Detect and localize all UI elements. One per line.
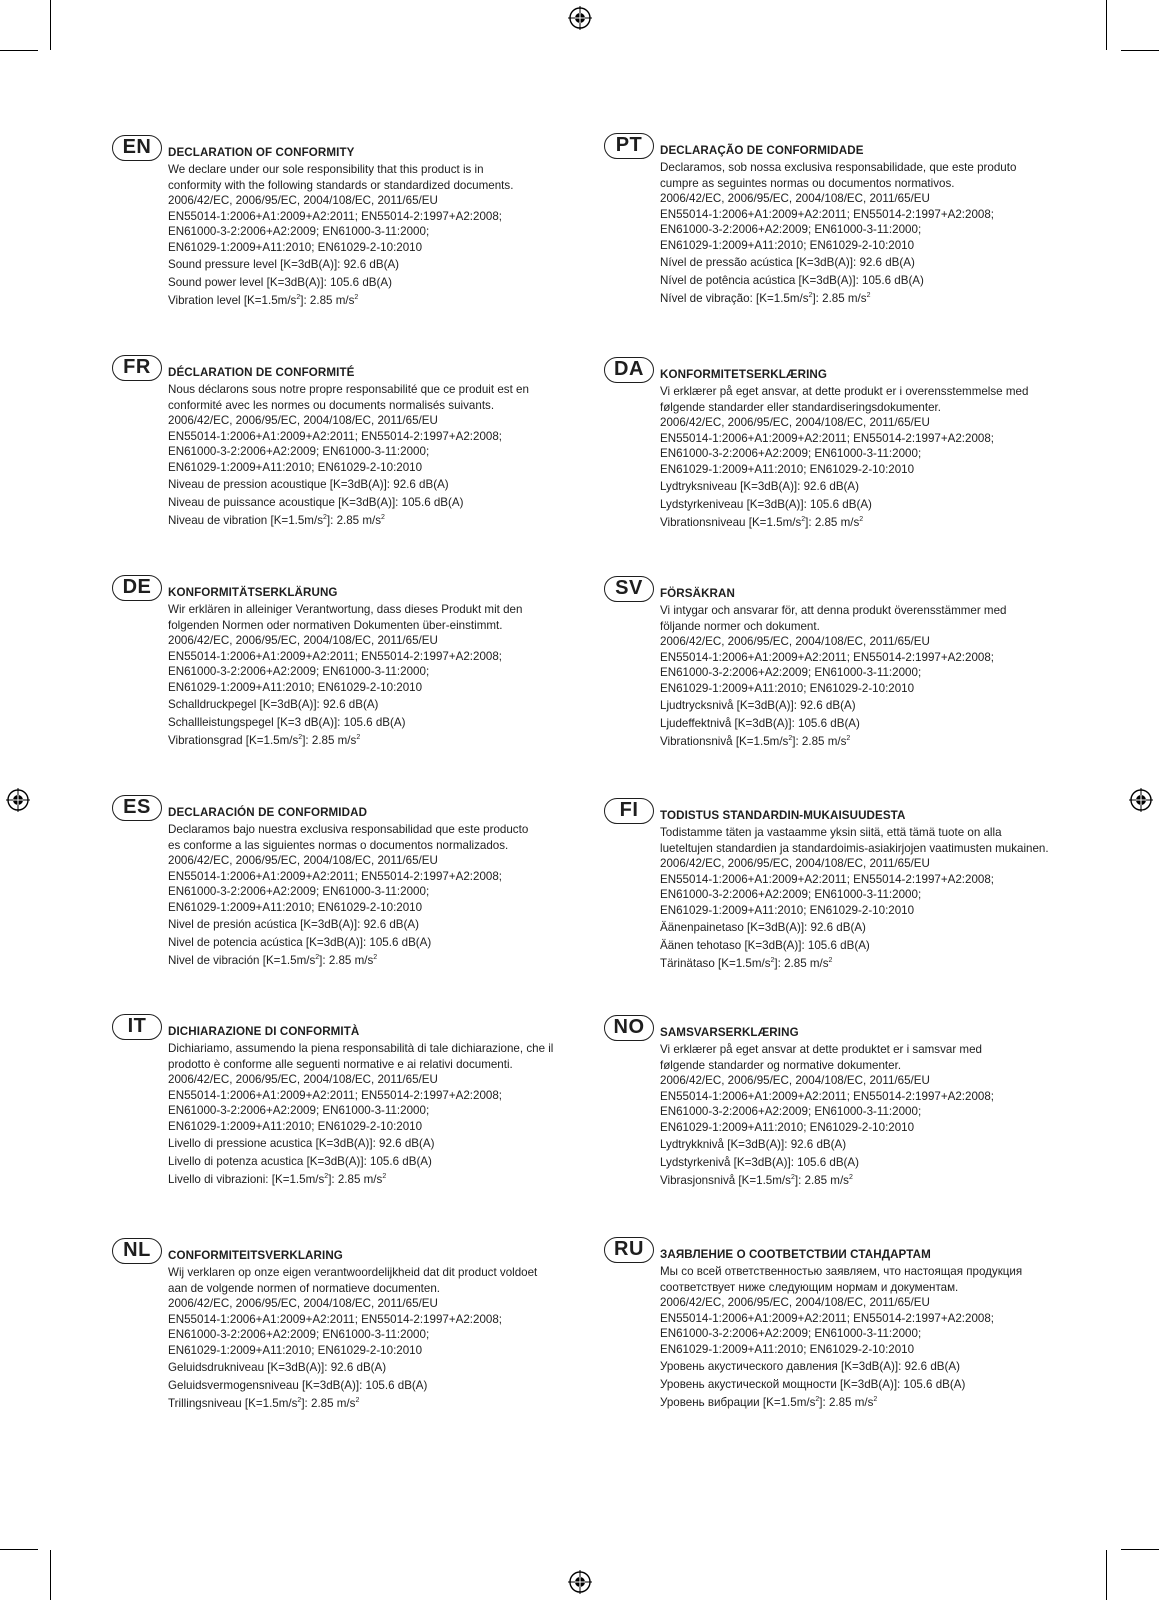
vibration-level: Tärinätaso $[K=1.5m/s^2]$: 2.85 $m/s^2$ (660, 956, 833, 970)
vibration-level: Niveau de vibration $[K=1.5m/s^2]$: 2.85 $m/s^2$ (168, 513, 385, 527)
section-body: Vi intygar och ansvarar för, att denna produkt överensstämmer med följande normer och dokument. 2006/42/EC, 2006/95/EC, 2004/108/EC, 2011/65/EU EN55014-1:2006+A1:2009+A2:2011; EN55014-2:1997+A2:2008; EN61000-3-2:2006+A2:2009; EN61000-3-11:2000; EN61029-1:2009+A11:2010; EN61029-2-10:2010 (660, 604, 1007, 695)
sound-power-level: Livello di potenza acustica [K=3dB(A)]: 105.6 dB(A) (168, 1154, 432, 1168)
section-title: TODISTUS STANDARDIN-MUKAISUUDESTA (660, 809, 906, 822)
section-body: Wir erklären in alleiniger Verantwortung, dass dieses Produkt mit den folgenden Normen oder normativen Dokumenten über-einstimmt. 2006/42/EC, 2006/95/EC, 2004/108/EC, 2011/65/EU EN55014-1:2006+A1:2009+A2:2011; EN55014-2:1997+A2:2008; EN61000-3-2:2006+A2:2009; EN61000-3-11:2000; EN61029-1:2009+A11:2010; EN61029-2-10:2010 (168, 603, 523, 694)
vibration-level: Livello di vibrazioni: $[K=1.5m/s^2]$: 2.85 $m/s^2$ (168, 1172, 387, 1186)
section-title: DICHIARAZIONE DI CONFORMITÀ (168, 1025, 360, 1038)
sound-power-level: Sound power level [K=3dB(A)]: 105.6 dB(A) (168, 275, 392, 289)
language-badge: FI (604, 798, 654, 824)
sound-power-level: Nivel de potencia acústica [K=3dB(A)]: 105.6 dB(A) (168, 935, 432, 949)
sound-pressure-level: Schalldruckpegel [K=3dB(A)]: 92.6 dB(A) (168, 697, 379, 711)
vibration-level: Vibration level $[K=1.5m/s^2]$: 2.85 $m/s^2$ (168, 293, 359, 307)
declaration-en (122, 136, 588, 310)
section-title: DECLARATION OF CONFORMITY (168, 146, 355, 159)
sound-pressure-level: Livello di pressione acustica [K=3dB(A)]: 92.6 dB(A) (168, 1136, 435, 1150)
declaration-no (613, 1016, 1080, 1190)
language-badge: RU (604, 1237, 654, 1263)
vibration-level: Nível de vibração: $[K=1.5m/s^2]$: 2.85 $m/s^2$ (660, 291, 871, 305)
section-title: FÖRSÄKRAN (660, 587, 735, 600)
sound-power-level: Lydstyrkenivå [K=3dB(A)]: 105.6 dB(A) (660, 1155, 860, 1169)
sound-pressure-level: Sound pressure level [K=3dB(A)]: 92.6 dB(A) (168, 257, 400, 271)
declaration-sv (615, 577, 1080, 751)
language-badge: EN (112, 135, 162, 161)
registration-mark-icon (568, 1570, 592, 1594)
crop-mark (50, 0, 51, 50)
section-title: CONFORMITEITSVERKLARING (168, 1249, 343, 1262)
language-badge: ES (112, 795, 162, 821)
language-badge: NL (112, 1238, 162, 1264)
sound-power-level: Schallleistungspegel [K=3 dB(A)]: 105.6 dB(A) (168, 715, 406, 729)
declaration-pt (615, 134, 1080, 308)
sound-pressure-level: Äänenpainetaso [K=3dB(A)]: 92.6 dB(A) (660, 920, 866, 934)
sound-pressure-level: Geluidsdrukniveau [K=3dB(A)]: 92.6 dB(A) (168, 1360, 387, 1374)
language-badge: DA (604, 357, 654, 383)
registration-mark-icon (568, 6, 592, 30)
declaration-de (122, 576, 588, 750)
sound-pressure-level: Nivel de presión acústica [K=3dB(A)]: 92.6 dB(A) (168, 917, 419, 931)
vibration-level: Vibrationsgrad $[K=1.5m/s^2]$: 2.85 $m/s^2$ (168, 733, 361, 747)
language-badge: FR (112, 355, 162, 381)
section-title: DECLARAÇÃO DE CONFORMIDADE (660, 144, 864, 157)
declaration-ru (614, 1238, 1080, 1412)
section-body: Declaramos, sob nossa exclusiva responsabilidade, que este produto cumpre as seguintes normas ou documentos normativos. 2006/42/EC, 2006/95/EC, 2004/108/EC, 2011/65/EU EN55014-1:2006+A1:2009+A2:2011; EN55014-2:1997+A2:2008; EN61000-3-2:2006+A2:2009; EN61000-3-11:2000; EN61029-1:2009+A11:2010; EN61029-2-10:2010 (660, 161, 1017, 252)
sound-power-level: Ljudeffektnivå [K=3dB(A)]: 105.6 dB(A) (660, 716, 860, 730)
crop-mark (0, 50, 38, 51)
section-title: DÉCLARATION DE CONFORMITÉ (168, 366, 355, 379)
crop-mark (1121, 1549, 1159, 1550)
vibration-level: Уровень вибрации $[K=1.5m/s^2]$: 2.85 $m/s^2$ (660, 1395, 878, 1409)
crop-mark (1121, 50, 1159, 51)
declaration-es (123, 796, 588, 970)
section-body: Vi erklærer på eget ansvar at dette produktet er i samsvar med følgende standarder og normative dokumenter. 2006/42/EC, 2006/95/EC, 2004/108/EC, 2011/65/EU EN55014-1:2006+A1:2009+A2:2011; EN55014-2:1997+A2:2008; EN61000-3-2:2006+A2:2009; EN61000-3-11:2000; EN61029-1:2009+A11:2010; EN61029-2-10:2010 (660, 1043, 995, 1134)
section-body: Todistamme täten ja vastaamme yksin siitä, että tämä tuote on alla lueteltujen standardien ja standardoimis-asiakirjojen vaatimusten mukainen. 2006/42/EC, 2006/95/EC, 2004/108/EC, 2011/65/EU EN55014-1:2006+A1:2009+A2:2011; EN55014-2:1997+A2:2008; EN61000-3-2:2006+A2:2009; EN61000-3-11:2000; EN61029-1:2009+A11:2010; EN61029-2-10:2010 (660, 826, 1049, 917)
sound-pressure-level: Nível de pressão acústica [K=3dB(A)]: 92.6 dB(A) (660, 255, 915, 269)
section-title: KONFORMITETSERKLÆRING (660, 368, 827, 381)
section-title: DECLARACIÓN DE CONFORMIDAD (168, 806, 368, 819)
section-body: Vi erklærer på eget ansvar, at dette produkt er i overensstemmelse med følgende standarder eller standardiseringsdokumenter. 2006/42/EC, 2006/95/EC, 2004/108/EC, 2011/65/EU EN55014-1:2006+A1:2009+A2:2011; EN55014-2:1997+A2:2008; EN61000-3-2:2006+A2:2009; EN61000-3-11:2000; EN61029-1:2009+A11:2010; EN61029-2-10:2010 (660, 385, 1029, 476)
section-body: Wij verklaren op onze eigen verantwoordelijkheid dat dit product voldoet aan de volgende normen of normatieve documenten. 2006/42/EC, 2006/95/EC, 2004/108/EC, 2011/65/EU EN55014-1:2006+A1:2009+A2:2011; EN55014-2:1997+A2:2008; EN61000-3-2:2006+A2:2009; EN61000-3-11:2000; EN61029-1:2009+A11:2010; EN61029-2-10:2010 (168, 1266, 538, 1357)
declaration-da (614, 358, 1080, 532)
sound-power-level: Äänen tehotaso [K=3dB(A)]: 105.6 dB(A) (660, 938, 870, 952)
vibration-level: Vibrasjonsnivå $[K=1.5m/s^2]$: 2.85 $m/s^2$ (660, 1173, 853, 1187)
sound-power-level: Lydstyrkeniveau [K=3dB(A)]: 105.6 dB(A) (660, 497, 872, 511)
sound-pressure-level: Niveau de pression acoustique [K=3dB(A)]: 92.6 dB(A) (168, 477, 449, 491)
crop-mark (1106, 1550, 1107, 1600)
section-title: KONFORMITÄTSERKLÄRUNG (168, 586, 338, 599)
section-body: Declaramos bajo nuestra exclusiva responsabilidad que este producto es conforme a las siguientes normas o documentos normalizados. 2006/42/EC, 2006/95/EC, 2004/108/EC, 2011/65/EU EN55014-1:2006+A1:2009+A2:2011; EN55014-2:1997+A2:2008; EN61000-3-2:2006+A2:2009; EN61000-3-11:2000; EN61029-1:2009+A11:2010; EN61029-2-10:2010 (168, 823, 529, 914)
sound-power-level: Niveau de puissance acoustique [K=3dB(A)]: 105.6 dB(A) (168, 495, 464, 509)
vibration-level: Vibrationsnivå $[K=1.5m/s^2]$: 2.85 $m/s^2$ (660, 734, 851, 748)
sound-pressure-level: Уровень акустического давления [K=3dB(A)]: 92.6 dB(A) (660, 1359, 960, 1373)
sound-pressure-level: Lydtryksniveau [K=3dB(A)]: 92.6 dB(A) (660, 479, 860, 493)
section-body: Мы со всей ответственностью заявляем, что настоящая продукция соответствует ниже следующим нормам и документам. 2006/42/EC, 2006/95/EC, 2004/108/EC, 2011/65/EU EN55014-1:2006+A1:2009+A2:2011; EN55014-2:1997+A2:2008; EN61000-3-2:2006+A2:2009; EN61000-3-11:2000; EN61029-1:2009+A11:2010; EN61029-2-10:2010 (660, 1265, 1023, 1356)
sound-pressure-level: Lydtrykknivå [K=3dB(A)]: 92.6 dB(A) (660, 1137, 847, 1151)
language-badge: IT (112, 1014, 162, 1040)
declaration-nl (123, 1239, 588, 1413)
vibration-level: Vibrationsniveau $[K=1.5m/s^2]$: 2.85 $m/s^2$ (660, 515, 864, 529)
registration-mark-icon (1129, 788, 1153, 812)
language-badge: PT (604, 133, 654, 159)
sound-power-level: Уровень акустической мощности [K=3dB(A)]: 105.6 dB(A) (660, 1377, 966, 1391)
vibration-level: Nivel de vibración $[K=1.5m/s^2]$: 2.85 $m/s^2$ (168, 953, 378, 967)
language-badge: NO (604, 1015, 654, 1041)
declaration-it (127, 1015, 588, 1189)
language-badge: DE (112, 575, 162, 601)
section-title: ЗАЯВЛЕНИЕ О СООТВЕТСТВИИ СТАНДАРТАМ (660, 1248, 931, 1261)
section-body: Nous déclarons sous notre propre responsabilité que ce produit est en conformité avec les normes ou documents normalisés suivants. 2006/42/EC, 2006/95/EC, 2004/108/EC, 2011/65/EU EN55014-1:2006+A1:2009+A2:2011; EN55014-2:1997+A2:2008; EN61000-3-2:2006+A2:2009; EN61000-3-11:2000; EN61029-1:2009+A11:2010; EN61029-2-10:2010 (168, 383, 529, 474)
crop-mark (1106, 0, 1107, 50)
sound-power-level: Nível de potência acústica [K=3dB(A)]: 105.6 dB(A) (660, 273, 924, 287)
section-title: SAMSVARSERKLÆRING (660, 1026, 799, 1039)
section-body: Dichiariamo, assumendo la piena responsabilità di tale dichiarazione, che il prodotto è conforme alle seguenti normative e ai relativi documenti. 2006/42/EC, 2006/95/EC, 2004/108/EC, 2011/65/EU EN55014-1:2006+A1:2009+A2:2011; EN55014-2:1997+A2:2008; EN61000-3-2:2006+A2:2009; EN61000-3-11:2000; EN61029-1:2009+A11:2010; EN61029-2-10:2010 (168, 1042, 554, 1133)
vibration-level: Trillingsniveau $[K=1.5m/s^2]$: 2.85 $m/s^2$ (168, 1396, 360, 1410)
section-body: We declare under our sole responsibility that this product is in conformity with the following standards or standardized documents. 2006/42/EC, 2006/95/EC, 2004/108/EC, 2011/65/EU EN55014-1:2006+A1:2009+A2:2011; EN55014-2:1997+A2:2008; EN61000-3-2:2006+A2:2009; EN61000-3-11:2000; EN61029-1:2009+A11:2010; EN61029-2-10:2010 (168, 163, 514, 254)
declaration-fi (619, 799, 1080, 973)
language-badge: SV (604, 576, 654, 602)
crop-mark (50, 1550, 51, 1600)
declaration-fr (123, 356, 588, 530)
crop-mark (0, 1549, 38, 1550)
sound-power-level: Geluidsvermogensniveau [K=3dB(A)]: 105.6 dB(A) (168, 1378, 428, 1392)
sound-pressure-level: Ljudtrycksnivå [K=3dB(A)]: 92.6 dB(A) (660, 698, 856, 712)
registration-mark-icon (6, 788, 30, 812)
